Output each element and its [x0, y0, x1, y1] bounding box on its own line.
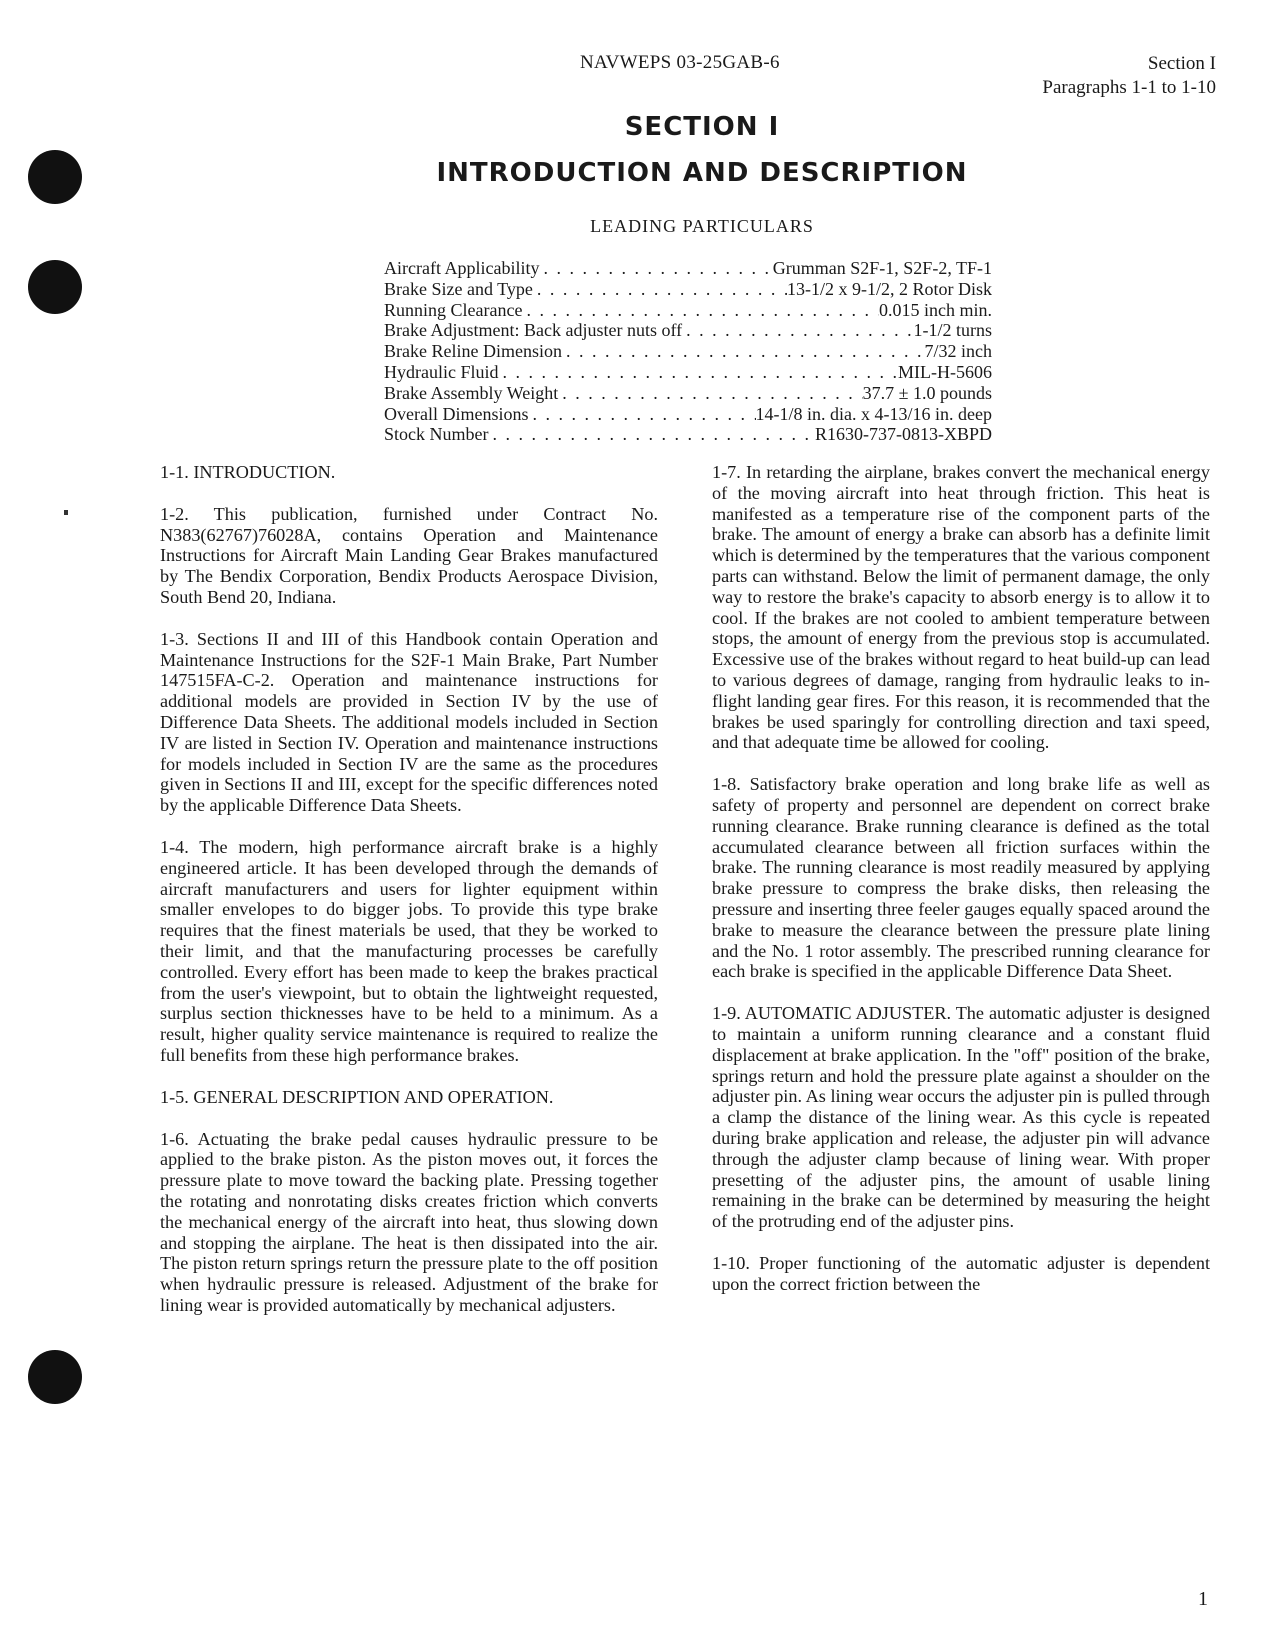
- paragraph-1-4: 1-4. The modern, high performance aircraft brake is a highly engineered article. It has been developed through the demands of aircraft manufacturers and users for lighter equipment within smaller envelopes to do bigger jobs. To provide this type brake requires that the finest materials be used, that they be worked to their limit, and that the manufacturing processes be carefully controlled. Every effort has been made to keep the brakes practical from the user's viewpoint, but to obtain the lightweight requested, surplus section thicknesses have to be held to a minimum. As a result, higher quality service maintenance is required to realize the full benefits from these high performance brakes.: [160, 836, 658, 1065]
- particulars-label: Overall Dimensions: [384, 403, 529, 424]
- paragraph-1-2: 1-2. This publication, furnished under Contract No. N383(62767)76028A, contains Operation and Maintenance Instructions for Aircraft Main Landing Gear Brakes manufactured by The Bendix Corporation, Bendix Products Aerospace Division, South Bend 20, Indiana.: [160, 503, 658, 607]
- particulars-value: MIL-H-5606: [898, 361, 992, 382]
- particulars-row: [384, 424, 992, 445]
- particulars-label: Brake Reline Dimension: [384, 341, 562, 362]
- section-reference: [1042, 52, 1216, 100]
- particulars-value: Grumman S2F-1, S2F-2, TF-1: [772, 258, 992, 278]
- binder-hole-middle: [28, 260, 82, 314]
- particulars-row: [384, 362, 992, 383]
- particulars-value: 7/32 inch: [924, 341, 992, 362]
- section-subtitle: INTRODUCTION AND DESCRIPTION: [436, 158, 968, 188]
- particulars-label: Hydraulic Fluid: [384, 361, 499, 382]
- paragraph-1-10: 1-10. Proper functioning of the automatic adjuster is dependent upon the correct friction between the: [712, 1252, 1210, 1294]
- particulars-row: [384, 383, 992, 404]
- particulars-row: [384, 341, 992, 362]
- particulars-label: Stock Number: [384, 424, 489, 445]
- particulars-value: 14-1/8 in. dia. x 4-13/16 in. deep: [755, 403, 992, 424]
- paragraph-1-7: 1-7. In retarding the airplane, brakes convert the mechanical energy of the moving aircraft into heat through friction. This heat is manifested as a temperature rise of the component parts of the brake. The amount of energy a brake can absorb has a definite limit which is determined by the temperatures that the various component parts can withstand. Below the limit of permanent damage, the only way to restore the brake's capacity to absorb energy is to allow it to cool. If the brakes are not cooled to ambient temperature between stops, the amount of energy from the previous stop is accumulated. Excessive use of the brakes without regard to heat build-up can lead to various degrees of damage, ranging from hydraulic leaks to in-flight landing gear fires. For this reason, it is recommended that the brakes be used sparingly for controlling direction and taxi speed, and that adequate time be allowed for cooling.: [712, 462, 1210, 753]
- particulars-row: [384, 300, 992, 321]
- paragraph-1-6: 1-6. Actuating the brake pedal causes hydraulic pressure to be applied to the brake piston. As the piston moves out, it forces the pressure plate to move toward the backing plate. Pressing together the rotating and nonrotating disks creates friction which converts the mechanical energy of the aircraft into heat, thus slowing down and stopping the airplane. The heat is then dissipated into the air. The piston return springs return the pressure plate to the off position when hydraulic pressure is released. Adjustment of the brake for lining wear is provided automatically by mechanical adjusters.: [160, 1128, 658, 1315]
- paragraph-1-8: 1-8. Satisfactory brake operation and long brake life as well as safety of property and personnel are dependent on correct brake running clearance. Brake running clearance is defined as the total accumulated clearance between all friction surfaces within the brake. The running clearance is most readily measured by applying brake pressure to compress the brake disks, then releasing the pressure and inserting three feeler gauges equally spaced around the brake to measure the clearance between the pressure plate lining and the No. 1 rotor assembly. The prescribed running clearance for each brake is specified in the applicable Difference Data Sheet.: [712, 774, 1210, 982]
- paragraph-1-1-heading: 1-1. INTRODUCTION.: [160, 462, 336, 482]
- particulars-label: Running Clearance: [384, 299, 523, 320]
- margin-mark: [64, 510, 68, 515]
- particulars-row: [384, 279, 992, 300]
- particulars-value: 0.015 inch min.: [879, 299, 992, 320]
- document-number: NAVWEPS 03-25GAB-6: [580, 52, 780, 73]
- leading-particulars-heading: LEADING PARTICULARS: [590, 216, 814, 236]
- particulars-value: 37.7 ± 1.0 pounds: [862, 382, 992, 403]
- particulars-value: 13-1/2 x 9-1/2, 2 Rotor Disk: [787, 278, 992, 299]
- page-number: 1: [1198, 1588, 1208, 1610]
- particulars-label: Brake Size and Type: [384, 278, 533, 299]
- right-column: [712, 462, 1210, 1315]
- paragraph-1-9: 1-9. AUTOMATIC ADJUSTER. The automatic adjuster is designed to maintain a uniform running clearance and a constant fluid displacement at brake application. In the "off" position of the brake, springs return and hold the pressure plate against a shoulder on the adjuster pin. As lining wear occurs the adjuster pin is pulled through a clamp the distance of the lining wear. As this cycle is repeated during brake application and release, the adjuster pin will advance through the adjuster clamp because of lining wear. With proper presetting of the adjuster pins, the amount of usable lining remaining in the brake can be determined by measuring the height of the protruding end of the adjuster pins.: [712, 1003, 1210, 1232]
- leading-particulars-table: [384, 258, 992, 445]
- section-title: SECTION I: [624, 112, 780, 142]
- particulars-value: 1-1/2 turns: [913, 320, 992, 341]
- paragraphs-ref: Paragraphs 1-1 to 1-10: [1042, 77, 1216, 98]
- particulars-label: Brake Assembly Weight: [384, 382, 559, 403]
- particulars-label: Aircraft Applicability: [384, 258, 540, 278]
- particulars-row: [384, 320, 992, 341]
- particulars-label: Brake Adjustment: Back adjuster nuts off: [384, 320, 683, 341]
- particulars-row: [384, 258, 992, 279]
- paragraph-1-3: 1-3. Sections II and III of this Handbook contain Operation and Maintenance Instructions for the S2F-1 Main Brake, Part Number 147515FA-C-2. Operation and maintenance instructions for additional models are provided in Section IV by the use of Difference Data Sheets. The additional models included in Section IV are listed in Section IV. Operation and maintenance instructions for models included in Section IV are the same as the procedures given in Sections II and III, except for the specific differences noted by the applicable Difference Data Sheets.: [160, 628, 658, 816]
- section-ref: Section I: [1147, 53, 1216, 74]
- left-column: [160, 462, 658, 1337]
- particulars-value: R1630-737-0813-XBPD: [814, 424, 992, 445]
- binder-hole-bottom: [28, 1350, 82, 1404]
- paragraph-1-5-heading: 1-5. GENERAL DESCRIPTION AND OPERATION.: [160, 1086, 554, 1107]
- particulars-row: [384, 404, 992, 425]
